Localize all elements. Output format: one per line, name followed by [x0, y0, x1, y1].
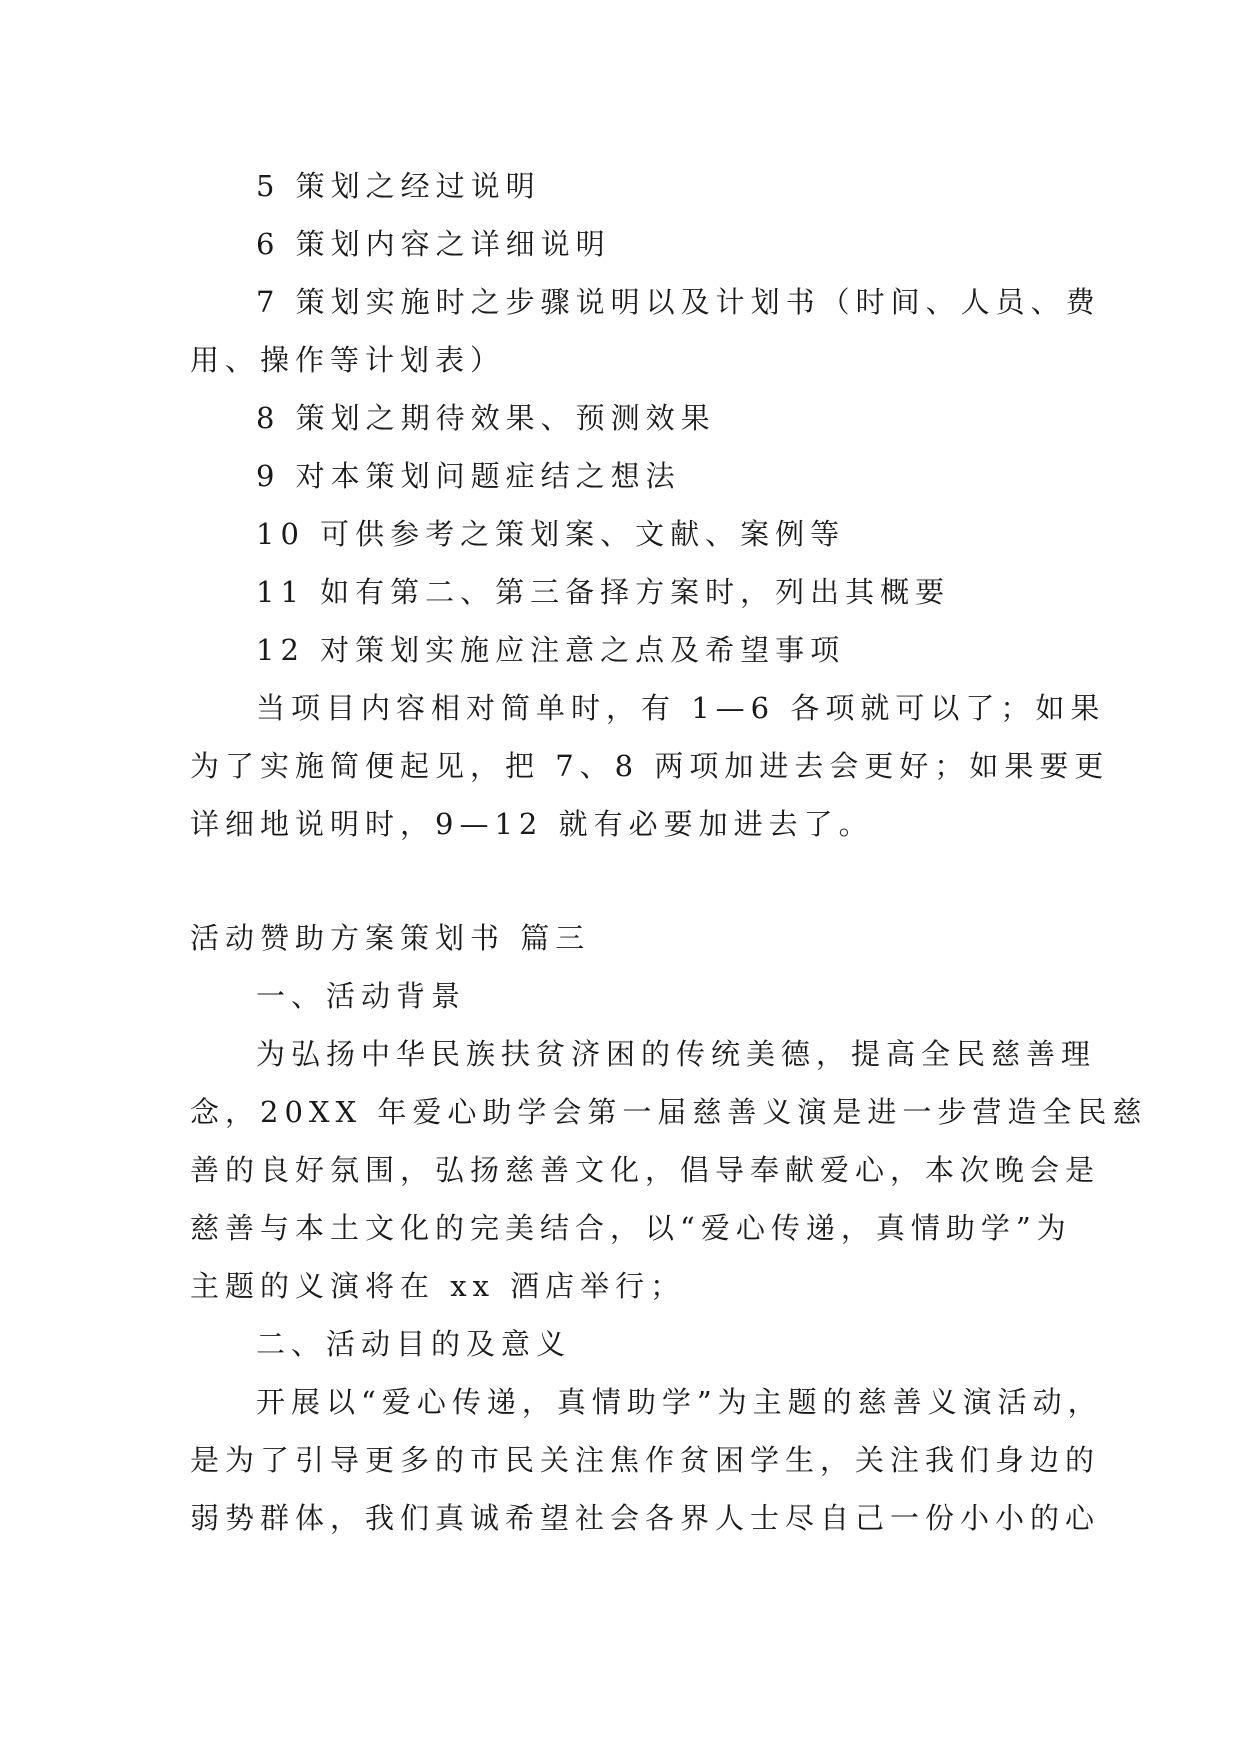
summary-line: 当项目内容相对简单时，有 1—6 各项就可以了；如果: [256, 691, 1106, 725]
list-item-6: 6 策划内容之详细说明: [256, 227, 611, 261]
heading-purpose: 二、活动目的及意义: [256, 1327, 572, 1361]
heading-background: 一、活动背景: [256, 979, 467, 1013]
background-line: 善的良好氛围，弘扬慈善文化，倡导奉献爱心，本次晚会是: [190, 1153, 1101, 1187]
list-item-5: 5 策划之经过说明: [256, 169, 541, 203]
background-line: 慈善与本土文化的完美结合，以“爱心传递，真情助学”为: [190, 1211, 1072, 1245]
list-item-11: 11 如有第二、第三备择方案时，列出其概要: [256, 575, 951, 609]
list-item-10: 10 可供参考之策划案、文献、案例等: [256, 517, 846, 551]
background-line: 为弘扬中华民族扶贫济困的传统美德，提高全民慈善理: [256, 1037, 1097, 1071]
background-line: 念，20XX 年爱心助学会第一届慈善义演是进一步营造全民慈: [190, 1095, 1148, 1129]
list-item-9: 9 对本策划问题症结之想法: [256, 459, 681, 493]
background-line: 主题的义演将在 xx 酒店举行；: [190, 1269, 686, 1303]
summary-line: 详细地说明时，9—12 就有必要加进去了。: [190, 807, 874, 841]
section-title: 活动赞助方案策划书 篇三: [190, 921, 591, 955]
list-item-12: 12 对策划实施应注意之点及希望事项: [256, 633, 846, 667]
list-item-7-continued: 用、操作等计划表）: [190, 343, 506, 377]
purpose-line: 开展以“爱心传递，真情助学”为主题的慈善义演活动，: [256, 1385, 1103, 1419]
list-item-8: 8 策划之期待效果、预测效果: [256, 401, 716, 435]
purpose-line: 弱势群体，我们真诚希望社会各界人士尽自己一份小小的心: [190, 1501, 1101, 1535]
summary-line: 为了实施简便起见，把 7、8 两项加进去会更好；如果要更: [190, 749, 1110, 783]
purpose-line: 是为了引导更多的市民关注焦作贫困学生，关注我们身边的: [190, 1443, 1101, 1477]
list-item-7: 7 策划实施时之步骤说明以及计划书（时间、人员、费: [256, 285, 1101, 319]
